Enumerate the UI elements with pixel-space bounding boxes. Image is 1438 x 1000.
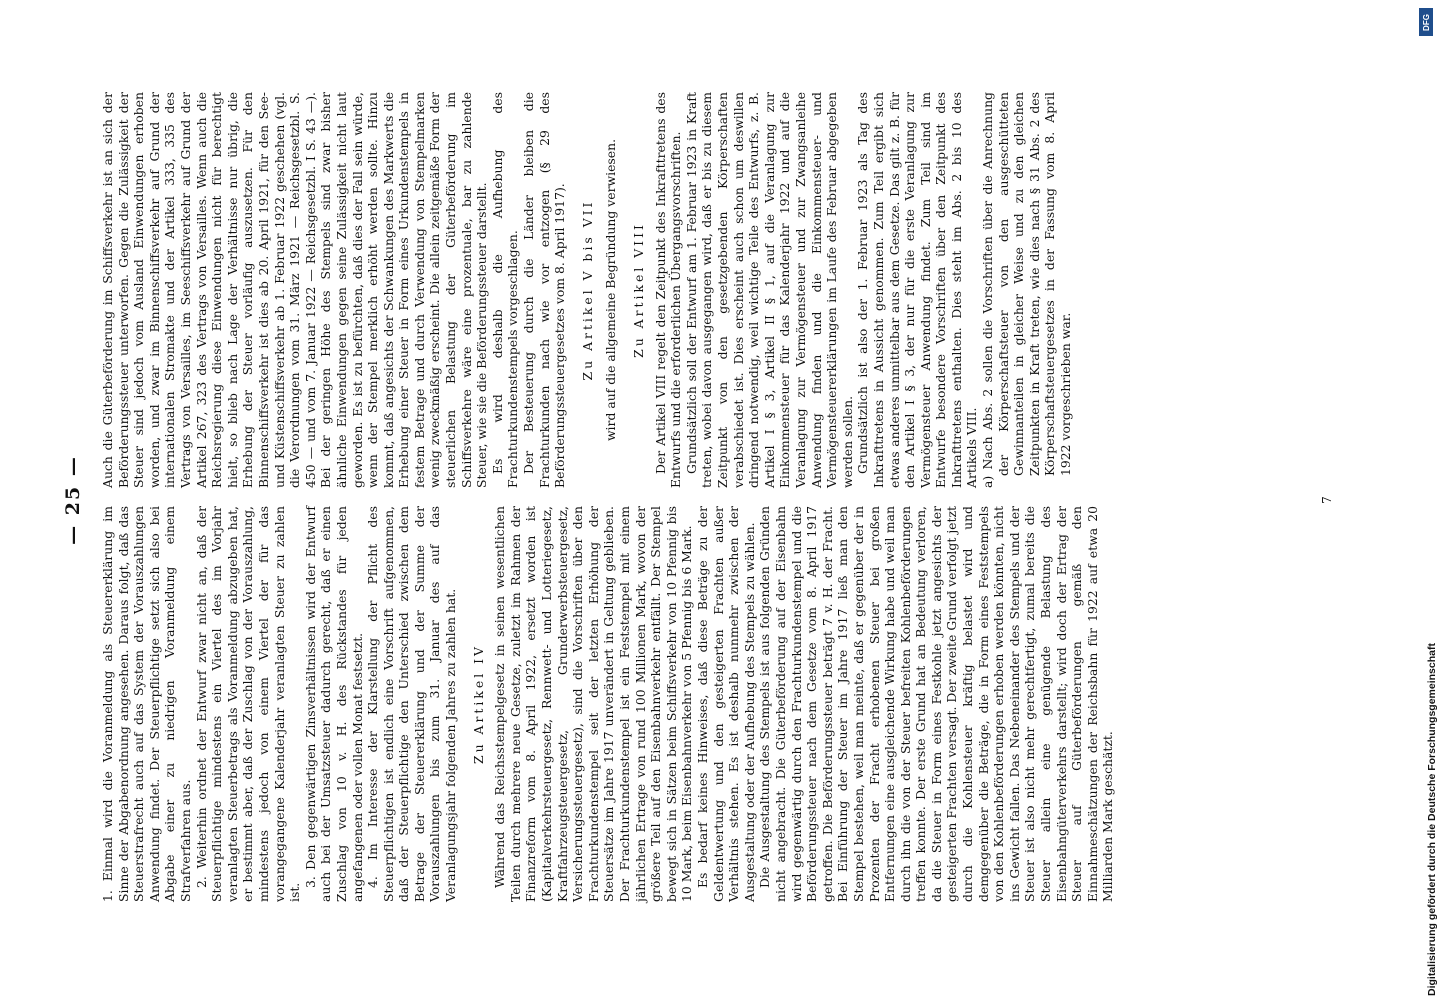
dfg-logo [1419,8,1433,36]
dfg-side-strip [1418,4,1438,996]
left-text-column [100,506,1116,902]
footer-number: 7 [1320,496,1334,504]
paragraph: Es bedarf keines Hinweises, daß diese Beträge zu der Geldentwertung und den gesteigerten Frachten außer Verhältnis stehen. Es ist deshalb nunmehr zwischen der Ausgestaltung oder der Aufhebung des Stempels zu wählen. [694,506,757,902]
paragraph: Grundsätzlich ist also der 1. Februar 1923 als Tag des Inkrafttretens in Aussicht genommen. Zum Teil ergibt sich etwas anderes unmittelbar aus dem Gesetze. Das gilt z. B. für den Artikel I § 3, der nur für die erste Veranlagung zur Vermögensteuer Anwendung findet. Zum Teil sind im Entwurfe besondere Vorschriften über den Zeitpunkt des Inkrafttretens enthalten. Dies steht im Abs. 2 bis 10 des Artikels VIII. [855,92,980,488]
section-subline: wird auf die allgemeine Begründung verwiesen. [603,138,619,442]
right-text-column [100,92,1074,488]
paragraph: Der Besteuerung durch die Länder bleiben die Frachturkunden nach wie vor entzogen (§ 29 des Beförderungssteuergesetzes vom 8. April 1917). [521,92,568,488]
list-item: a) Nach Abs. 2 sollen die Vorschriften über die Anrechnung der Körperschaftsteuer von den ausgeschütteten Gewinnanteilen in gleicher Weise und zu den gleichen Zeitpunkten in Kraft treten, wie dies nach § 31 Abs. 2 des Körperschaftsteuergesetzes in der Fassung vom 8. April 1922 vorgeschrieben war. [980,92,1074,488]
dfg-logo-text: DFG [1421,13,1431,31]
paragraph: 2. Weiterhin ordnet der Entwurf zwar nicht an, daß der Steuerpflichtige mindestens ein Viertel des im Vorjahr veranlagten Steuerbetrags als Voranmeldung abzugeben hat, er bestimmt aber, daß der Zuschlag von der Vorauszahlung, mindestens jedoch von einem Viertel der für das vorangegangene Kalenderjahr veranlagten Steuer zu zahlen ist. [193,506,303,902]
paragraph: 3. Den gegenwärtigen Zinsverhältnissen wird der Entwurf auch bei der Umsatzsteuer dadurch gerecht, daß er einen Zuschlag von 10 v. H. des Rückstandes für jeden angefangenen oder vollen Monat festsetzt. [302,506,365,902]
paragraph: Während das Reichsstempelgesetz in seinen wesentlichen Teilen durch mehrere neue Gesetze, zuletzt im Rahmen der Finanzreform vom 8. April 1922, ersetzt worden ist (Kapitalverkehrsteuergesetz, Rennwett- und Lotteriegesetz, Kraftfahrzeugsteuergesetz, Grunderwerbsteuergesetz, Versicherungssteuergesetz), sind die Vorschriften über den Frachturkundenstempel seit der letzten Erhöhung der Steuersätze im Jahre 1917 unverändert in Geltung geblieben. Der Frachturkundenstempel ist ein Feststempel mit einem jährlichen Ertrage von rund 100 Millionen Mark, wovon der größere Teil auf den Eisenbahnverkehr entfällt. Der Stempel bewegt sich in Sätzen beim Schiffsverkehr von 10 Pfennig bis 10 Mark, beim Eisenbahnverkehr von 5 Pfennig bis 6 Mark. [492,506,695,902]
paragraph: 1. Einmal wird die Voranmeldung als Steuererklärung im Sinne der Abgabenordnung angesehen. Daraus folgt, daß das Steuerstrafrecht auch auf das System der Vorauszahlungen Anwendung findet. Der Steuerpflichtige setzt sich also bei Abgabe einer zu niedrigen Voranmeldung einem Strafverfahren aus. [100,506,193,902]
paragraph: 4. Im Interesse der Klarstellung der Pflicht des Steuerpflichtigen ist endlich eine Vorschrift aufgenommen, daß der Steuerpflichtige den Unterschied zwischen dem Betrage der Steuererklärung und der Summe der Vorauszahlungen bis zum 31. Januar des auf das Veranlagungsjahr folgenden Jahres zu zahlen hat. [365,506,459,902]
digitization-note: Digitalisierung gefördert durch die Deutsche Forschungsgemeinschaft [1426,643,1438,996]
paragraph: Die Ausgestaltung des Stempels ist aus folgenden Gründen nicht angebracht. Die Güterbeförderung auf der Eisenbahn wird gegenwärtig durch den Frachturkundenstempel und die Beförderungssteuer nach dem Gesetze vom 8. April 1917 getroffen. Die Beförderungssteuer beträgt 7 v. H. der Fracht. Bei Einführung der Steuer im Jahre 1917 ließ man den Stempel bestehen, weil man meinte, daß er gegenüber der in Prozenten der Fracht erhobenen Steuer bei großen Entfernungen eine ausgleichende Wirkung habe und weil man durch ihn die von der Steuer befreiten Kohlenbeförderungen treffen konnte. Der erste Grund hat an Bedeutung verloren, da die Steuer in Form eines Festkohle jetzt angesichts der gesteigerten Frachten versagt. Der zweite Grund verfolgt jetzt durch die Kohlensteuer kräftig belastet wird und demgegenüber die Beträge, die in Form eines Feststempels von den Kohlenbeförderungen erhoben werden könnten, nicht ins Gewicht fallen. Das Nebeneinander des Stempels und der Steuer ist also nicht mehr gerechtfertigt, zumal bereits die Steuer allein eine genügende Belastung des Eisenbahngüterverkehrs darstellt; wird doch der Ertrag der Steuer auf Güterbeförderungen gemäß den Einnahmeschätzungen der Reichsbahn für 1922 auf etwa 20 Milliarden Mark geschätzt. [757,506,1116,902]
section-heading: Zu Artikel V bis VII [579,199,595,381]
section-heading: Zu Artikel IV [470,644,486,764]
section-heading: Zu Artikel VIII [631,222,646,358]
page-number: — 25 — [62,455,84,545]
paragraph: Der Artikel VIII regelt den Zeitpunkt des Inkrafttretens des Entwurfs und die erforderlichen Übergangsvorschriften. [652,92,684,488]
paragraph: Auch die Güterbeförderung im Schiffsverkehr ist an sich der Beförderungssteuer unterworfen. Gegen die Zulässigkeit der Steuer sind jedoch vom Ausland Einwendungen erhoben worden, und zwar im Binnenschiffsverkehr auf Grund der internationalen Stromakte und der Artikel 333, 335 des Vertrags von Versailles, im Seeschiffsverkehr auf Grund der Artikel 267, 323 des Vertrags von Versailles. Wenn auch die Reichsregierung diese Einwendungen nicht für berechtigt hielt, so blieb nach Lage der Verhältnisse nur übrig, die Erhebung der Steuer vorläufig auszusetzen. Für den Binnenschiffsverkehr ist dies ab 20. April 1921, für den See- und Küstenschiffsverkehr ab 1. Februar 1922 geschehen (vgl. die Verordnungen vom 31. März 1921 — Reichsgesetzbl. S. 450 — und vom 7. Januar 1922 — Reichsgesetzbl. I S. 43 —). Bei der geringen Höhe des Stempels sind zwar bisher ähnliche Einwendungen gegen seine Zulässigkeit nicht laut geworden. Es ist zu befürchten, daß dies der Fall sein würde, wenn der Stempel merklich erhöht werden sollte. Hinzu kommt, daß angesichts der Schwankungen des Markwerts die Erhebung einer Steuer in Form eines Urkundenstempels in festem Betrage und durch Verwendung von Stempelmarken wenig zweckmäßig erscheint. Die allein zeitgemäße Form der steuerlichen Belastung der Güterbeförderung im Schiffsverkehre wäre eine prozentuale, bar zu zahlende Steuer, wie sie die Beförderungssteuer darstellt. [100,92,490,488]
paragraph: Grundsätzlich soll der Entwurf am 1. Februar 1923 in Kraft treten, wobei davon ausgegangen wird, daß er bis zu diesem Zeitpunkt von den gesetzgebenden Körperschaften verabschiedet ist. Dies erscheint auch schon um deswillen dringend notwendig, weil wichtige Teile des Entwurfs, z. B. Artikel I § 3, Artikel II § 1, auf die Veranlagung zur Einkommensteuer für das Kalenderjahr 1922 und auf die Veranlagung zur Vermögensteuer und zur Zwangsanleihe Anwendung finden und die Einkommensteuer- und Vermögensteuererklärungen im Laufe des Februar abgegeben werden sollen. [683,92,855,488]
paragraph: Es wird deshalb die Aufhebung des Frachturkundenstempels vorgeschlagen. [489,92,521,488]
